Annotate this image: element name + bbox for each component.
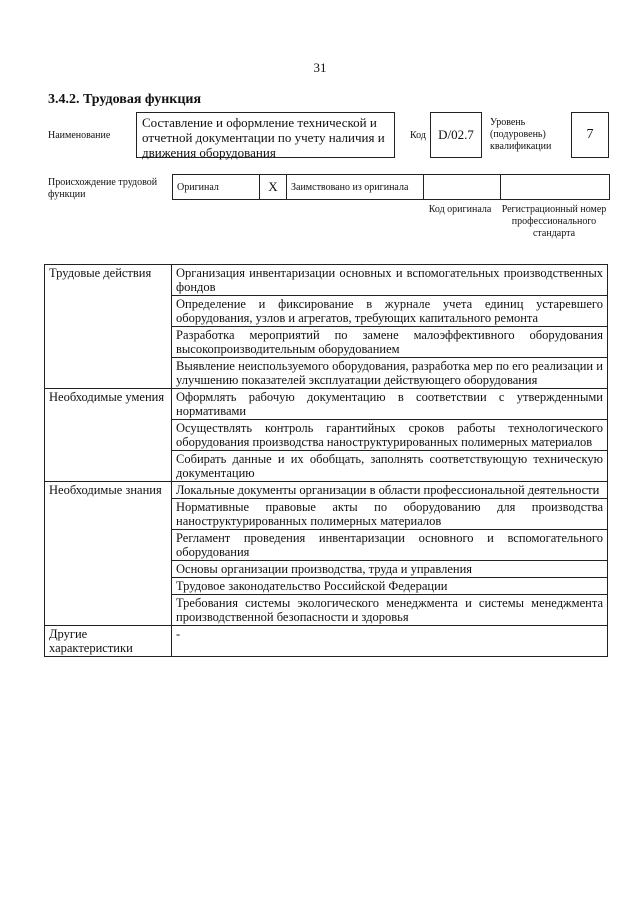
category-label: Другие характеристики — [45, 626, 172, 657]
borrowed-label: Заимствовано из оригинала — [287, 175, 424, 200]
item-text: Нормативные правовые акты по оборудованию для производства наноструктурированных полимерных материалов — [172, 499, 608, 530]
category-label: Необходимые умения — [45, 389, 172, 482]
item-text: Организация инвентаризации основных и вспомогательных производственных фондов — [172, 265, 608, 296]
reg-caption: Регистрационный номер профессионального стандарта — [501, 204, 607, 239]
level-box: 7 — [571, 112, 609, 158]
category-label: Необходимые знания — [45, 482, 172, 626]
function-name-box: Составление и оформление технической и отчетной документации по учету наличия и движения оборудования — [136, 112, 395, 158]
reg-number-cell — [501, 175, 610, 200]
original-mark: X — [260, 175, 287, 200]
item-text: - — [172, 626, 608, 657]
table-row — [45, 482, 608, 499]
code-caption: Код оригинала — [428, 204, 492, 215]
item-text: Выявление неиспользуемого оборудования, разработка мер по его реализации и улучшению показателей эксплуатации действующего оборудования — [172, 358, 608, 389]
table-row — [45, 389, 608, 420]
item-text: Основы организации производства, труда и управления — [172, 561, 608, 578]
item-text: Требования системы экологического менеджмента и системы менеджмента производственной безопасности и здоровья — [172, 595, 608, 626]
origin-table — [172, 174, 610, 200]
section-title: 3.4.2. Трудовая функция — [48, 92, 202, 107]
original-code-cell — [424, 175, 501, 200]
item-text: Разработка мероприятий по замене малоэффективного оборудования высокопроизводительным оборудованием — [172, 327, 608, 358]
code-label: Код — [410, 130, 426, 141]
level-label: Уровень (подуровень) квалификации — [490, 117, 552, 152]
item-text: Определение и фиксирование в журнале учета единиц устаревшего оборудования, узлов и агрегатов, требующих капитального ремонта — [172, 296, 608, 327]
item-text: Регламент проведения инвентаризации основного и вспомогательного оборудования — [172, 530, 608, 561]
original-label: Оригинал — [173, 175, 260, 200]
code-box: D/02.7 — [430, 112, 482, 158]
item-text: Трудовое законодательство Российской Федерации — [172, 578, 608, 595]
item-text: Оформлять рабочую документацию в соответствии с утвержденными нормативами — [172, 389, 608, 420]
table-row — [45, 626, 608, 657]
name-label: Наименование — [48, 130, 111, 141]
page-number: 31 — [313, 60, 327, 75]
item-text: Собирать данные и их обобщать, заполнять соответствующую техническую документацию — [172, 451, 608, 482]
item-text: Осуществлять контроль гарантийных сроков работы технологического оборудования производства наноструктурированных полимерных материалов — [172, 420, 608, 451]
origin-label: Происхождение трудовой функции — [48, 177, 158, 200]
function-details-table — [44, 264, 608, 657]
item-text: Локальные документы организации в области профессиональной деятельности — [172, 482, 608, 499]
category-label: Трудовые действия — [45, 265, 172, 389]
table-row — [45, 265, 608, 296]
